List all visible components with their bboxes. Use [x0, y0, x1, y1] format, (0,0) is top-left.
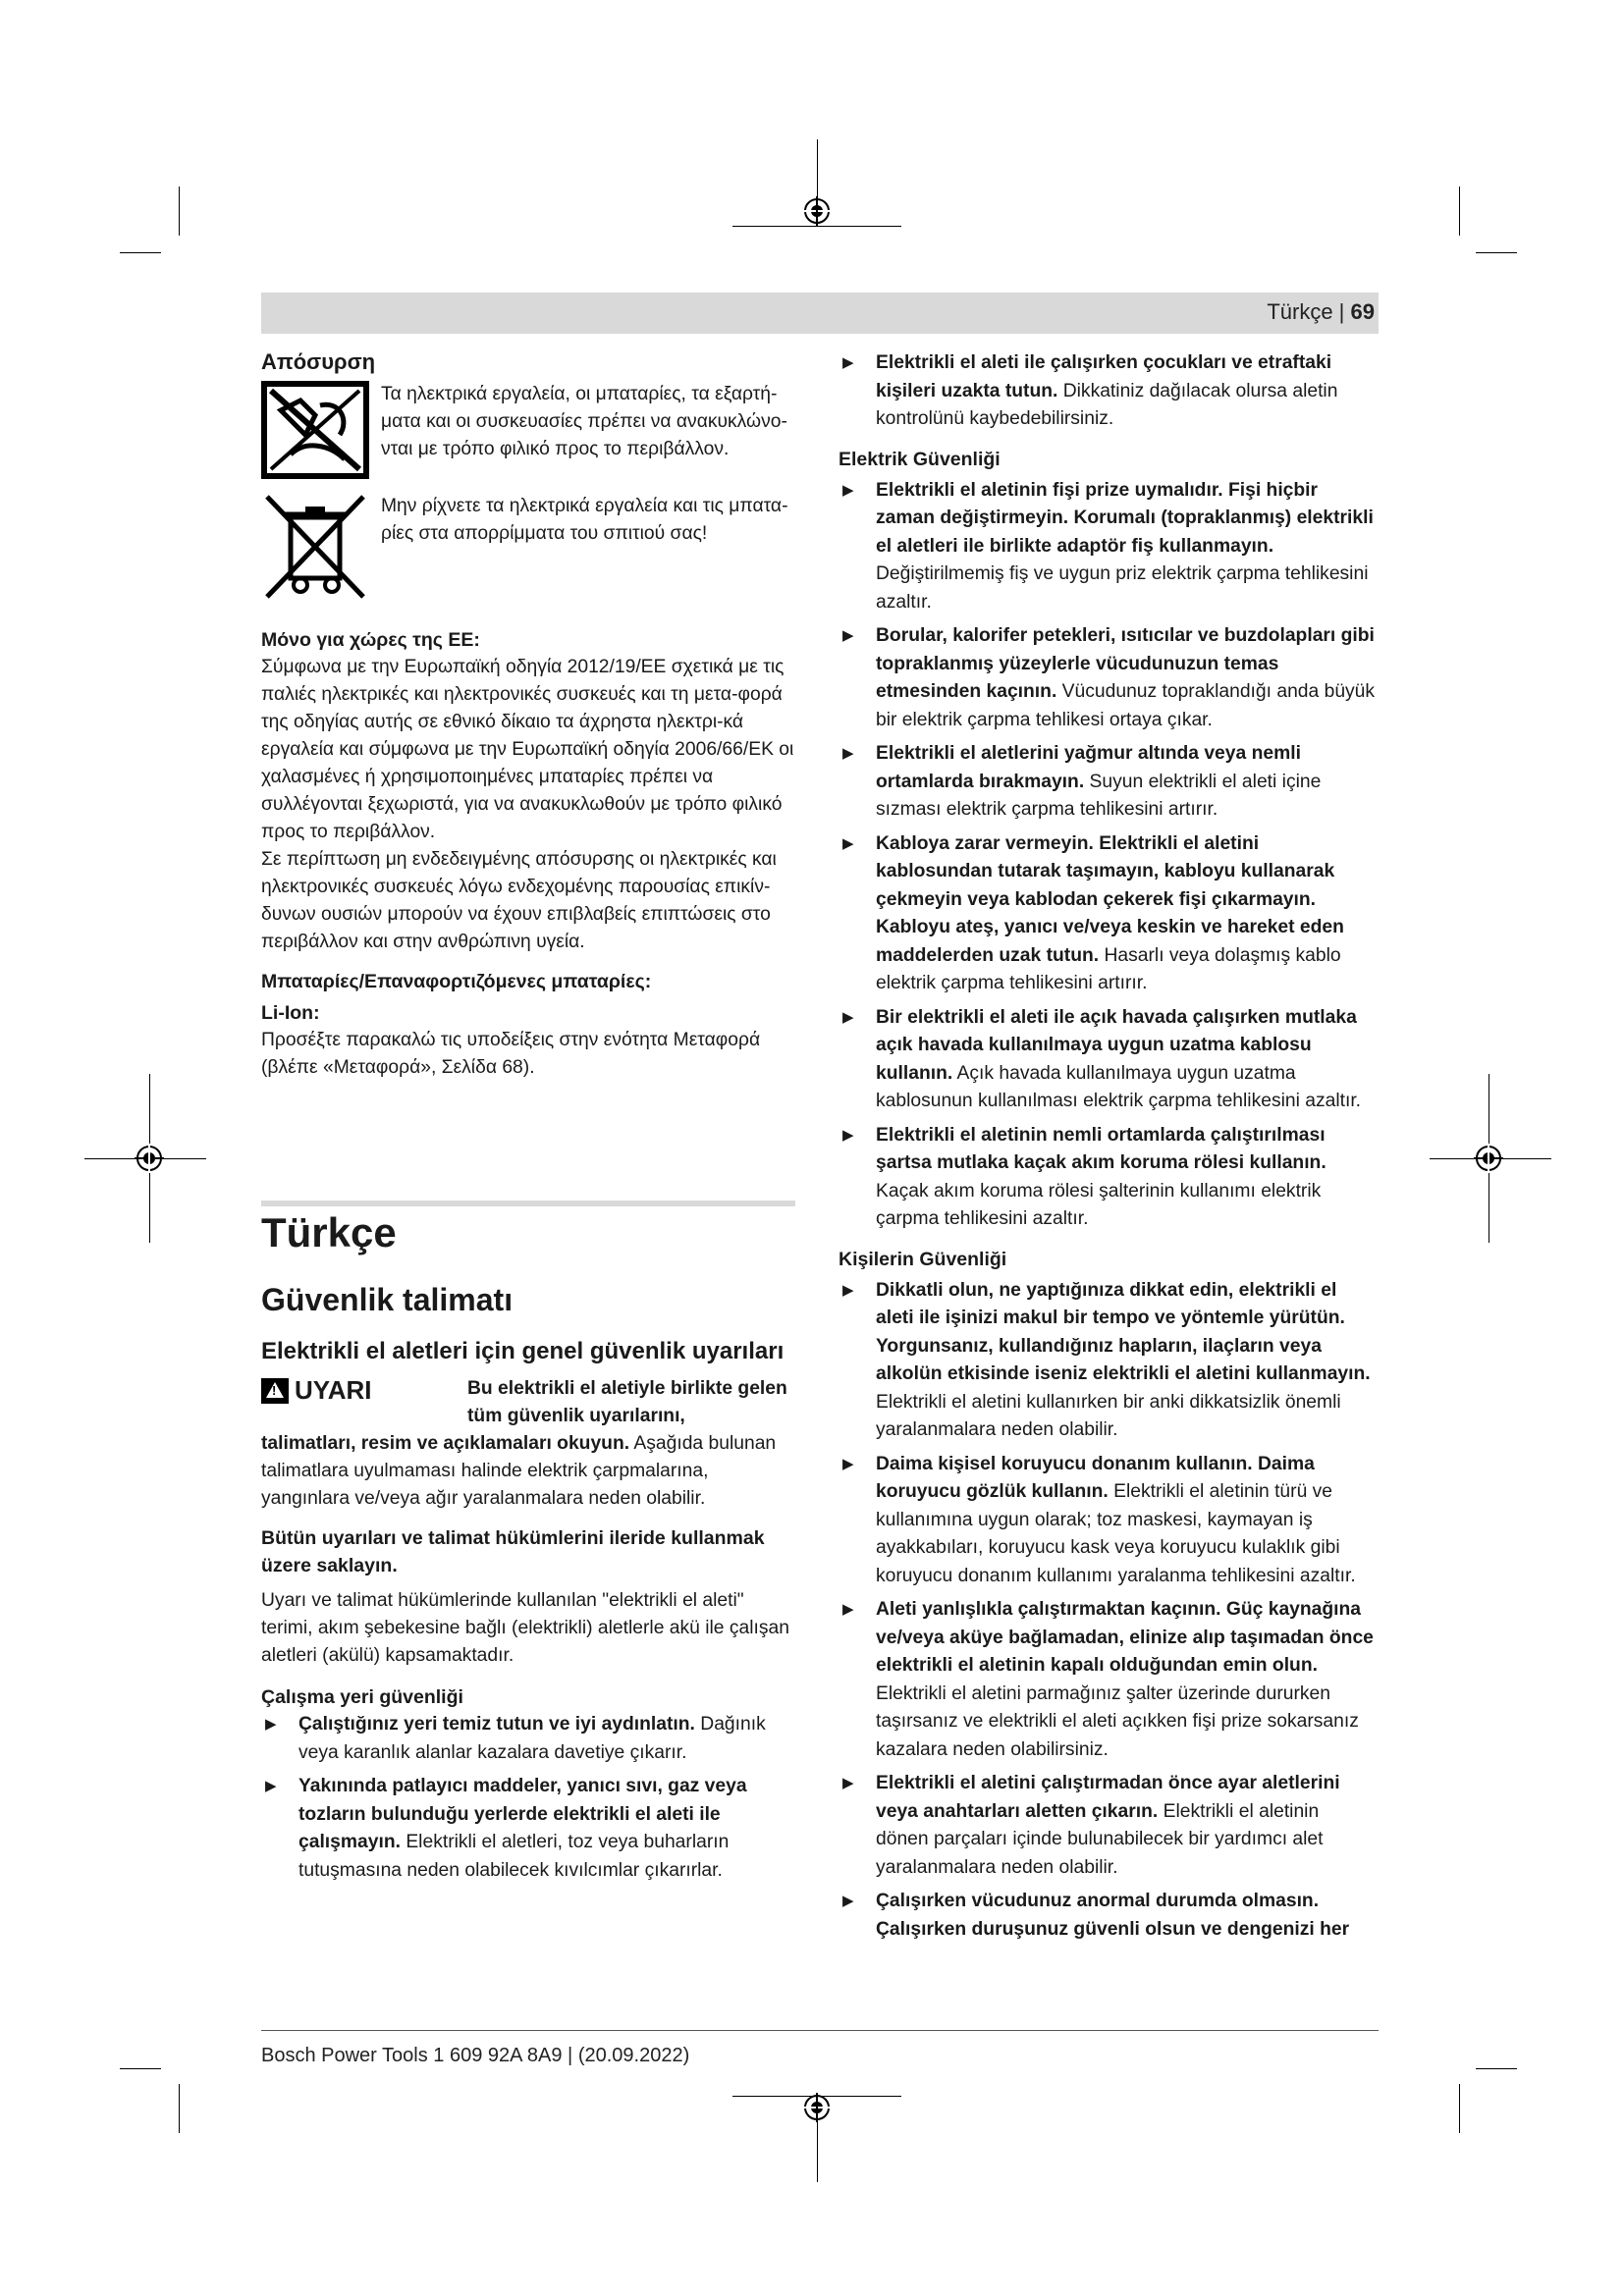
registration-mark-right — [1474, 1144, 1503, 1173]
turkish-section — [261, 1209, 795, 1885]
disposal-recycle-row — [261, 381, 795, 479]
warning-bold-1: Bu elektrikli el aletiyle birlikte gelen tüm güvenlik uyarılarını, — [467, 1378, 787, 1426]
list-item: ▶ Dikkatli olun, ne yaptığınıza dikkat edin, elektrikli el aleti ile işinizi makul bir tempo ve yöntemle yürütün. Yorgunsanız, kullandığınız hapların, ilaçların veya alkolün etkisinde iseniz elektrikli el aletini kullanmayın. Elektrikli el aletini kullanırken bir anki dikkatsizlik önemli yaralanmalara neden olabilir. — [839, 1277, 1377, 1445]
warning-block — [261, 1375, 795, 1430]
header-language: Türkçe — [1267, 299, 1333, 324]
safety-title: Güvenlik talimatı — [261, 1282, 514, 1317]
crossed-bin-icon — [261, 493, 369, 601]
list-item: ▶ Çalıştığınız yeri temiz tutun ve iyi aydınlatın. Dağınık veya karanlık alanlar kazalara davetiye çıkarır. — [261, 1711, 795, 1767]
page-header-band — [261, 293, 1379, 334]
electric-safety-title: Elektrik Güvenliği — [839, 448, 1001, 470]
warning-triangle-icon — [261, 1378, 289, 1404]
list-item: ▶ Kabloya zarar vermeyin. Elektrikli el aletini kablosundan tutarak taşımayın, kabloyu kullanarak çekmeyin veya kablodan çekerek fişi çıkarmayın. Kabloyu ateş, yanıcı ve/veya keskin ve hareket eden maddelerden uzak tutun. Hasarlı veya dolaşmış kablo elektrik çarpma tehlikesini artırır. — [839, 830, 1377, 998]
warning-bold-2: talimatları, resim ve açıklamaları okuyun. — [261, 1433, 630, 1454]
list-item: ▶ Elektrikli el aletlerini yağmur altında veya nemli ortamlarda bırakmayın. Suyun elektrikli el aleti içine sızması elektrik çarpma tehlikesini artırır. — [839, 740, 1377, 825]
list-item: ▶ Çalışırken vücudunuz anormal durumda olmasın. Çalışırken duruşunuz güvenli olsun ve dengenizi her — [839, 1888, 1377, 1944]
eu-text-2: Σε περίπτωση μη ενδεδειγμένης απόσυρσης οι ηλεκτρικές και ηλεκτρονικές συσκευές λόγω ενδεχομένης παρουσίας επικίν-δυνων ουσιών μπορούν να έχουν επιβλαβείς επιπτώσεις στο περιβάλλον και στην ανθρώπινη υγεία. — [261, 849, 777, 952]
list-item: ▶ Elektrikli el aletinin nemli ortamlarda çalıştırılması şartsa mutlaka kaçak akım koruma rölesi kullanın. Kaçak akım koruma rölesi şalterinin kullanımı elektrik çarpma tehlikesini azaltır. — [839, 1122, 1377, 1234]
list-item: ▶ Elektrikli el aleti ile çalışırken çocukları ve etraftaki kişileri uzakta tutun. Dikkatiniz dağılacak olursa aletin kontrolünü kaybedebilirsiniz. — [839, 349, 1377, 434]
warning-badge — [261, 1375, 467, 1430]
warning-text: Aşağıda bulunan talimatlara uyulmaması halinde elektrik çarpmalarına, yangınlara ve/veya ağır yaralanmalara neden olabilir. — [261, 1433, 777, 1509]
registration-mark-left — [135, 1144, 164, 1173]
page-number: 69 — [1350, 299, 1375, 324]
list-item: ▶ Borular, kalorifer petekleri, ısıtıcılar ve buzdolapları gibi topraklanmış yüzeylerle vücudunuzun temas etmesinden kaçının. Vücudunuz topraklandığı anda büyük bir elektrik çarpma tehlikesi ortaya çıkar. — [839, 622, 1377, 734]
personal-safety-title: Kişilerin Güvenliği — [839, 1248, 1007, 1270]
list-item: ▶ Elektrikli el aletinin fişi prize uymalıdır. Fişi hiçbir zaman değiştirmeyin. Korumalı (topraklanmış) elektrikli el aletleri ile birlikte adaptör fiş kullanmayın. Değiştirilmemiş fiş ve uygun priz elektrik çarpma tehlikesini azaltır. — [839, 477, 1377, 617]
warning-label: UYARI — [295, 1375, 372, 1405]
left-column — [261, 349, 795, 1082]
keep-text: Uyarı ve talimat hükümlerinde kullanılan "elektrikli el aleti" terimi, akım şebekesine bağlı (elektrikli) aletlerle akü ile çalışan aletleri (akülü) kapsamaktadır. — [261, 1590, 789, 1666]
list-item: ▶ Elektrikli el aletini çalıştırmadan önce ayar aletlerini veya anahtarları aletten çıkarın. Elektrikli el aletinin dönen parçaları içinde bulunabilecek bir yardımcı alet yaralanmalara neden olabilir. — [839, 1770, 1377, 1882]
registration-mark-top — [802, 196, 832, 226]
section-divider — [261, 1201, 795, 1206]
keep-title: Bütün uyarıları ve talimat hükümlerini ileride kullanmak üzere saklayın. — [261, 1527, 765, 1576]
right-column — [839, 349, 1377, 1944]
disposal-text-2: Μην ρίχνετε τα ηλεκτρικά εργαλεία και τις μπατα-ρίες στα απορρίμματα του σπιτιού σας! — [381, 496, 788, 544]
disposal-title: Απόσυρση — [261, 349, 376, 374]
eu-text-1: Σύμφωνα με την Ευρωπαϊκή οδηγία 2012/19/ΕΕ σχετικά με τις παλιές ηλεκτρικές και ηλεκτρονικές συσκευές και τη μετα-φορά της οδηγίας αυτής σε εθνικό δίκαιο τα άχρηστα ηλεκτρι-κά εργαλεία και σύμφωνα με την Ευρωπαϊκή οδηγία 2006/66/ΕΚ οι χαλασμένες ή χρησιμοποιημένες μπαταρίες πρέπει να συλλέγονται ξεχωριστά, για να ανακυκλωθούν με τρόπο φιλικό προς το περιβάλλον. — [261, 657, 794, 842]
list-item: ▶ Bir elektrikli el aleti ile açık havada çalışırken mutlaka açık havada kullanılmaya uygun uzatma kablosu kullanın. Açık havada kullanılmaya uygun uzatma kablosunun kullanılması elektrik çarpma tehlikesini azaltır. — [839, 1004, 1377, 1116]
registration-mark-bottom — [802, 2093, 832, 2122]
workplace-title: Çalışma yeri güvenliği — [261, 1686, 463, 1708]
language-title: Türkçe — [261, 1209, 397, 1255]
liion-title: Li-Ion: — [261, 1002, 320, 1024]
footer-text: Bosch Power Tools 1 609 92A 8A9 | (20.09.2022) — [261, 2045, 690, 2066]
disposal-text-1: Τα ηλεκτρικά εργαλεία, οι μπαταρίες, τα εξαρτή-ματα και οι συσκευασίες πρέπει να ανακυκλώνο-νται με τρόπο φιλικό προς το περιβάλλον. — [381, 384, 787, 459]
footer-rule — [261, 2030, 1379, 2031]
page-header — [1267, 299, 1375, 325]
eu-title: Μόνο για χώρες της ΕΕ: — [261, 629, 480, 651]
disposal-bin-row — [261, 493, 795, 601]
list-item: ▶ Daima kişisel koruyucu donanım kullanın. Daima koruyucu gözlük kullanın. Elektrikli el aletinin türü ve kullanımına uygun olarak; toz maskesi, kaymayan iş ayakkabıları, koruyucu kask veya koruyucu kulaklık gibi koruyucu donanım kullanımı yaralanma tehlikesini azaltır. — [839, 1451, 1377, 1591]
battery-title: Μπαταρίες/Επαναφορτιζόμενες μπαταρίες: — [261, 971, 652, 992]
recycle-tools-icon — [261, 381, 369, 479]
liion-text: Προσέξτε παρακαλώ τις υποδείξεις στην ενότητα Μεταφορά (βλέπε «Μεταφορά», Σελίδα 68). — [261, 1030, 761, 1078]
list-item: ▶ Yakınında patlayıcı maddeler, yanıcı sıvı, gaz veya tozların bulunduğu yerlerde elektrikli el aleti ile çalışmayın. Elektrikli el aletleri, toz veya buharların tutuşmasına neden olabilecek kıvılcımlar çıkarırlar. — [261, 1773, 795, 1885]
list-item: ▶ Aleti yanlışlıkla çalıştırmaktan kaçının. Güç kaynağına ve/veya aküye bağlamadan, elinize alıp taşımadan önce elektrikli el aletinin kapalı olduğundan emin olun. Elektrikli el aletini parmağınız şalter üzerinde dururken taşırsanız ve elektrikli el aleti açıkken fişi prize sokarsanız kazalara neden olabilirsiniz. — [839, 1596, 1377, 1764]
warning-paragraph — [261, 1430, 795, 1513]
header-separator: | — [1332, 299, 1351, 324]
general-warnings-title: Elektrikli el aletleri için genel güvenlik uyarıları — [261, 1338, 785, 1364]
